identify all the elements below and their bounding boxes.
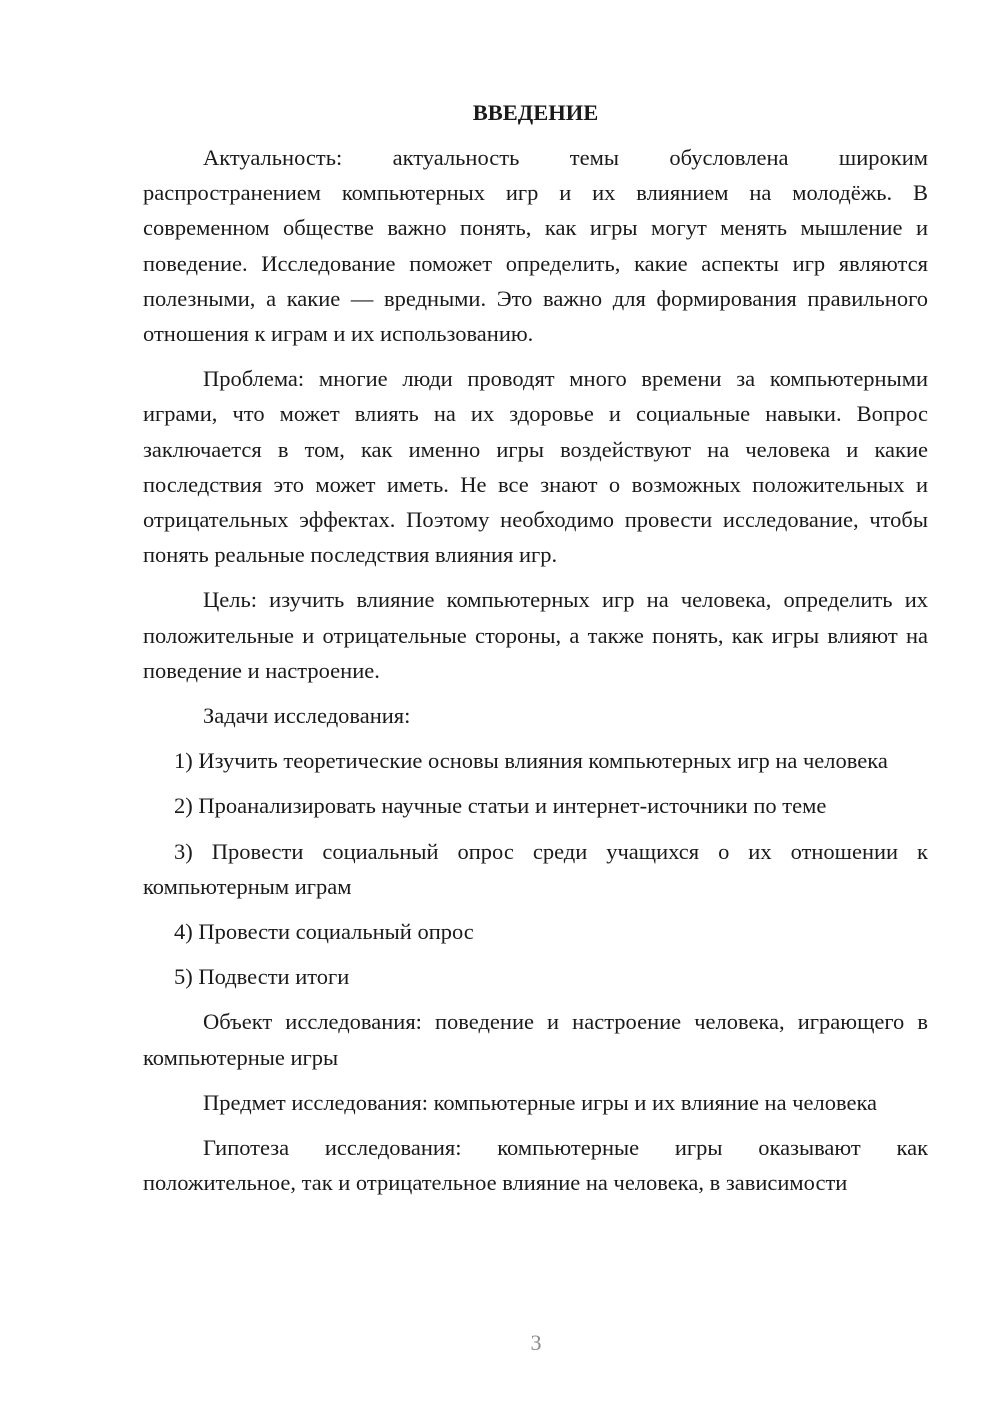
page-number: 3 [530,1330,542,1355]
section-title: ВВЕДЕНИЕ [472,100,599,125]
paragraph-relevance: Актуальность: актуальность темы обусловлена широким распространением компьютерных игр и их влиянием на молодёжь. В современном обществе важно понять, как игры могут менять мышление и поведение. Исследование поможет определить, какие аспекты игр являются полезными, а какие — вредными. Это важно для формирования правильного отношения к играм и их использованию. [143,145,928,347]
task-item-5: 5) Подвести итоги [174,964,350,990]
paragraph-tasks-heading: Задачи исследования: [203,703,411,729]
paragraph-object: Объект исследования: поведение и настроение человека, играющего в компьютерные игры [143,1009,928,1070]
paragraph-subject: Предмет исследования: компьютерные игры и их влияние на человека [203,1089,878,1115]
task-item-3: 3) Провести социальный опрос среди учащихся о их отношении к компьютерным играм [143,838,928,899]
paragraph-hypothesis: Гипотеза исследования: компьютерные игры оказывают как положительное, так и отрицательное влияние на человека, в зависимости [143,1135,928,1196]
task-item-1: 1) Изучить теоретические основы влияния компьютерных игр на человека [174,748,888,774]
paragraph-goal: Цель: изучить влияние компьютерных игр на человека, определить их положительные и отрицательные стороны, а также понять, как игры влияют на поведение и настроение. [143,587,928,683]
paragraph-problem: Проблема: многие люди проводят много времени за компьютерными играми, что может влиять на их здоровье и социальные навыки. Вопрос заключается в том, как именно игры воздействуют на человека и какие последствия это может иметь. Не все знают о возможных положительных и отрицательных эффектах. Поэтому необходимо провести исследование, чтобы понять реальные последствия влияния игр. [143,366,928,568]
task-item-2: 2) Проанализировать научные статьи и интернет-источники по теме [174,793,827,819]
document-page [143,95,928,1210]
task-item-4: 4) Провести социальный опрос [174,919,474,945]
